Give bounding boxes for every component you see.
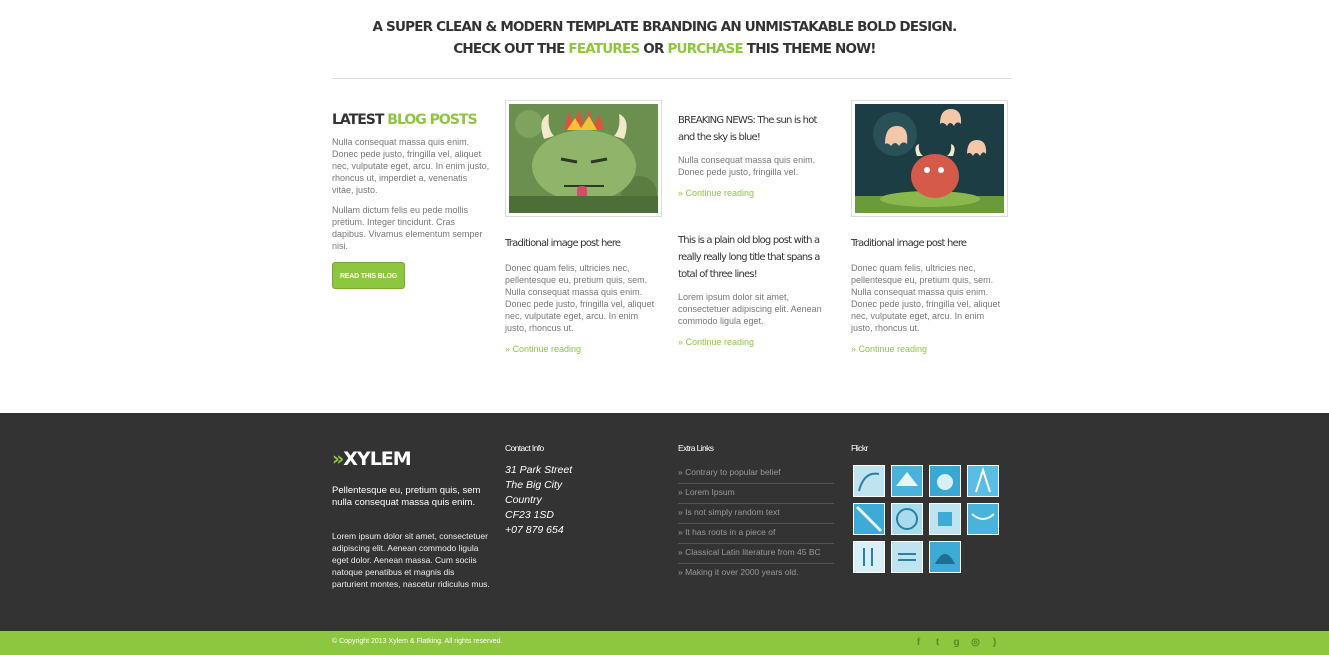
sketch-image bbox=[854, 466, 884, 496]
flickr-thumbnail[interactable] bbox=[929, 465, 961, 497]
contact-line: 31 Park Street bbox=[505, 464, 573, 476]
contact-line: Country bbox=[505, 494, 542, 506]
post-excerpt: Donec quam felis, ultricies nec, pellentesque eu, pretium quis, sem. Nulla consequat massa quis enim. Donec pede justo, fringilla vel, aliquet nec, vulputate eget, arcu. In enim justo, rhoncus ut. bbox=[505, 263, 655, 333]
extra-link[interactable]: » Making it over 2000 years old. bbox=[678, 567, 799, 577]
sketch-image bbox=[892, 466, 922, 496]
flickr-thumbnail[interactable] bbox=[891, 541, 923, 573]
post-thumbnail[interactable] bbox=[851, 100, 1008, 217]
contact-info bbox=[505, 463, 572, 538]
sketch-image bbox=[930, 504, 960, 534]
flickr-thumbnail[interactable] bbox=[853, 503, 885, 535]
flickr-thumbnail[interactable] bbox=[891, 503, 923, 535]
flickr-thumbnail[interactable] bbox=[929, 541, 961, 573]
post-excerpt: Lorem ipsum dolor sit amet, consectetuer adipiscing elit. Aenean commodo ligula eget. bbox=[678, 292, 822, 326]
flickr-thumbnail[interactable] bbox=[891, 465, 923, 497]
flickr-thumbnail[interactable] bbox=[967, 465, 999, 497]
rss-icon[interactable]: ) bbox=[992, 637, 997, 648]
post-card bbox=[678, 112, 835, 347]
logo-text: XYLEM bbox=[343, 448, 411, 470]
continue-reading-link[interactable]: » Continue reading bbox=[851, 344, 928, 354]
bottom-bar bbox=[0, 631, 1329, 655]
sketch-image bbox=[930, 466, 960, 496]
tagline-line2 bbox=[0, 38, 1329, 60]
sketch-image bbox=[892, 504, 922, 534]
extra-links-list bbox=[678, 464, 834, 583]
features-link[interactable]: FEATURES bbox=[568, 41, 640, 57]
footer bbox=[0, 413, 1329, 631]
section-title bbox=[332, 112, 490, 128]
twitter-icon[interactable]: t bbox=[935, 637, 940, 648]
post-excerpt: Nulla consequat massa quis enim. Donec pede justo, fringilla vel. bbox=[678, 155, 816, 177]
green-monster-image bbox=[509, 104, 658, 213]
sketch-image bbox=[854, 542, 884, 572]
extra-link[interactable]: » Is not simply random text bbox=[678, 504, 834, 524]
section-title-a: LATEST bbox=[332, 112, 388, 128]
sketch-image bbox=[968, 466, 998, 496]
footer-logo[interactable] bbox=[332, 448, 411, 470]
divider bbox=[332, 78, 1012, 79]
post-card bbox=[851, 100, 1008, 354]
extra-link[interactable]: » Classical Latin literature from 45 BC bbox=[678, 544, 834, 564]
contact-line: CF23 1SD bbox=[505, 509, 555, 521]
tagline-text: OR bbox=[639, 41, 668, 57]
flickr-thumbnail[interactable] bbox=[967, 503, 999, 535]
dribbble-icon[interactable]: ◎ bbox=[971, 637, 980, 648]
post-excerpt: Donec quam felis, ultricies nec, pellentesque eu, pretium quis, sem. Nulla consequat massa quis enim. Donec pede justo, fringilla vel, aliquet nec, vulputate eget, arcu. In enim justo, rhoncus ut. bbox=[851, 263, 1001, 333]
tagline-text: THIS THEME NOW! bbox=[742, 41, 876, 57]
facebook-icon[interactable]: f bbox=[916, 637, 921, 648]
latest-para-2: Nullam dictum felis eu pede mollis pretium. Integer tincidunt. Cras dapibus. Vivamus elementum semper nisi. bbox=[332, 205, 483, 251]
sketch-image bbox=[892, 542, 922, 572]
extra-link[interactable]: » It has roots in a piece of bbox=[678, 524, 834, 544]
continue-reading-link[interactable]: » Continue reading bbox=[505, 344, 582, 354]
googleplus-icon[interactable]: g bbox=[953, 637, 960, 648]
flickr-thumbnail[interactable] bbox=[853, 465, 885, 497]
post-title[interactable]: This is a plain old blog post with a really really long title that spans a total of three lines! bbox=[678, 235, 820, 280]
contact-line: The Big City bbox=[505, 479, 563, 491]
continue-reading-link[interactable]: » Continue reading bbox=[678, 188, 755, 198]
sketch-image bbox=[968, 504, 998, 534]
extra-link[interactable]: » Lorem Ipsum bbox=[678, 484, 834, 504]
continue-reading-link[interactable]: » Continue reading bbox=[678, 337, 755, 347]
links-heading: Extra Links bbox=[678, 443, 714, 453]
flickr-heading: Flickr bbox=[851, 443, 868, 453]
sketch-image bbox=[930, 542, 960, 572]
sketch-image bbox=[854, 504, 884, 534]
contact-heading: Contact Info bbox=[505, 443, 544, 453]
contact-line: +07 879 654 bbox=[505, 524, 564, 536]
tagline-text: CHECK OUT THE bbox=[453, 41, 569, 57]
flickr-thumbnail[interactable] bbox=[853, 541, 885, 573]
tagline-line1: A SUPER CLEAN & MODERN TEMPLATE BRANDING AN UNMISTAKABLE BOLD DESIGN. bbox=[372, 19, 957, 35]
latest-para-1: Nulla consequat massa quis enim. Donec pede justo, fringilla vel, aliquet nec, vulputate eget, arcu. In enim justo, rhoncus ut, imperdiet a, venenatis vitae, justo. bbox=[332, 137, 490, 195]
section-title-b: BLOG POSTS bbox=[387, 112, 477, 128]
social-icons bbox=[912, 636, 1001, 649]
post-title[interactable]: Traditional image post here bbox=[505, 238, 621, 249]
post-title[interactable]: Traditional image post here bbox=[851, 238, 967, 249]
read-blog-button[interactable]: READ THIS BLOG bbox=[332, 262, 405, 289]
purchase-link[interactable]: PURCHASE bbox=[667, 41, 743, 57]
tagline bbox=[0, 16, 1329, 60]
extra-link[interactable]: » Contrary to popular belief bbox=[678, 464, 834, 484]
chevron-icon: » bbox=[332, 448, 344, 470]
footer-about-2: Lorem ipsum dolor sit amet, consectetuer adipiscing elit. Aenean commodo ligula eget dolor. Aenean massa. Cum sociis natoque penatibus et magnis dis parturient montes, nascetur ridiculus mus. bbox=[332, 531, 490, 589]
post-thumbnail[interactable] bbox=[505, 100, 662, 217]
flickr-thumbnail[interactable] bbox=[929, 503, 961, 535]
red-monster-image bbox=[855, 104, 1004, 213]
copyright: © Copyright 2013 Xylem & Flatking. All rights reserved. bbox=[332, 638, 503, 645]
post-card bbox=[505, 100, 662, 354]
latest-posts-section bbox=[332, 112, 490, 289]
post-title[interactable]: BREAKING NEWS: The sun is hot and the sky is blue! bbox=[678, 115, 817, 143]
footer-about-1: Pellentesque eu, pretium quis, sem nulla consequat massa quis enim. bbox=[332, 485, 481, 508]
